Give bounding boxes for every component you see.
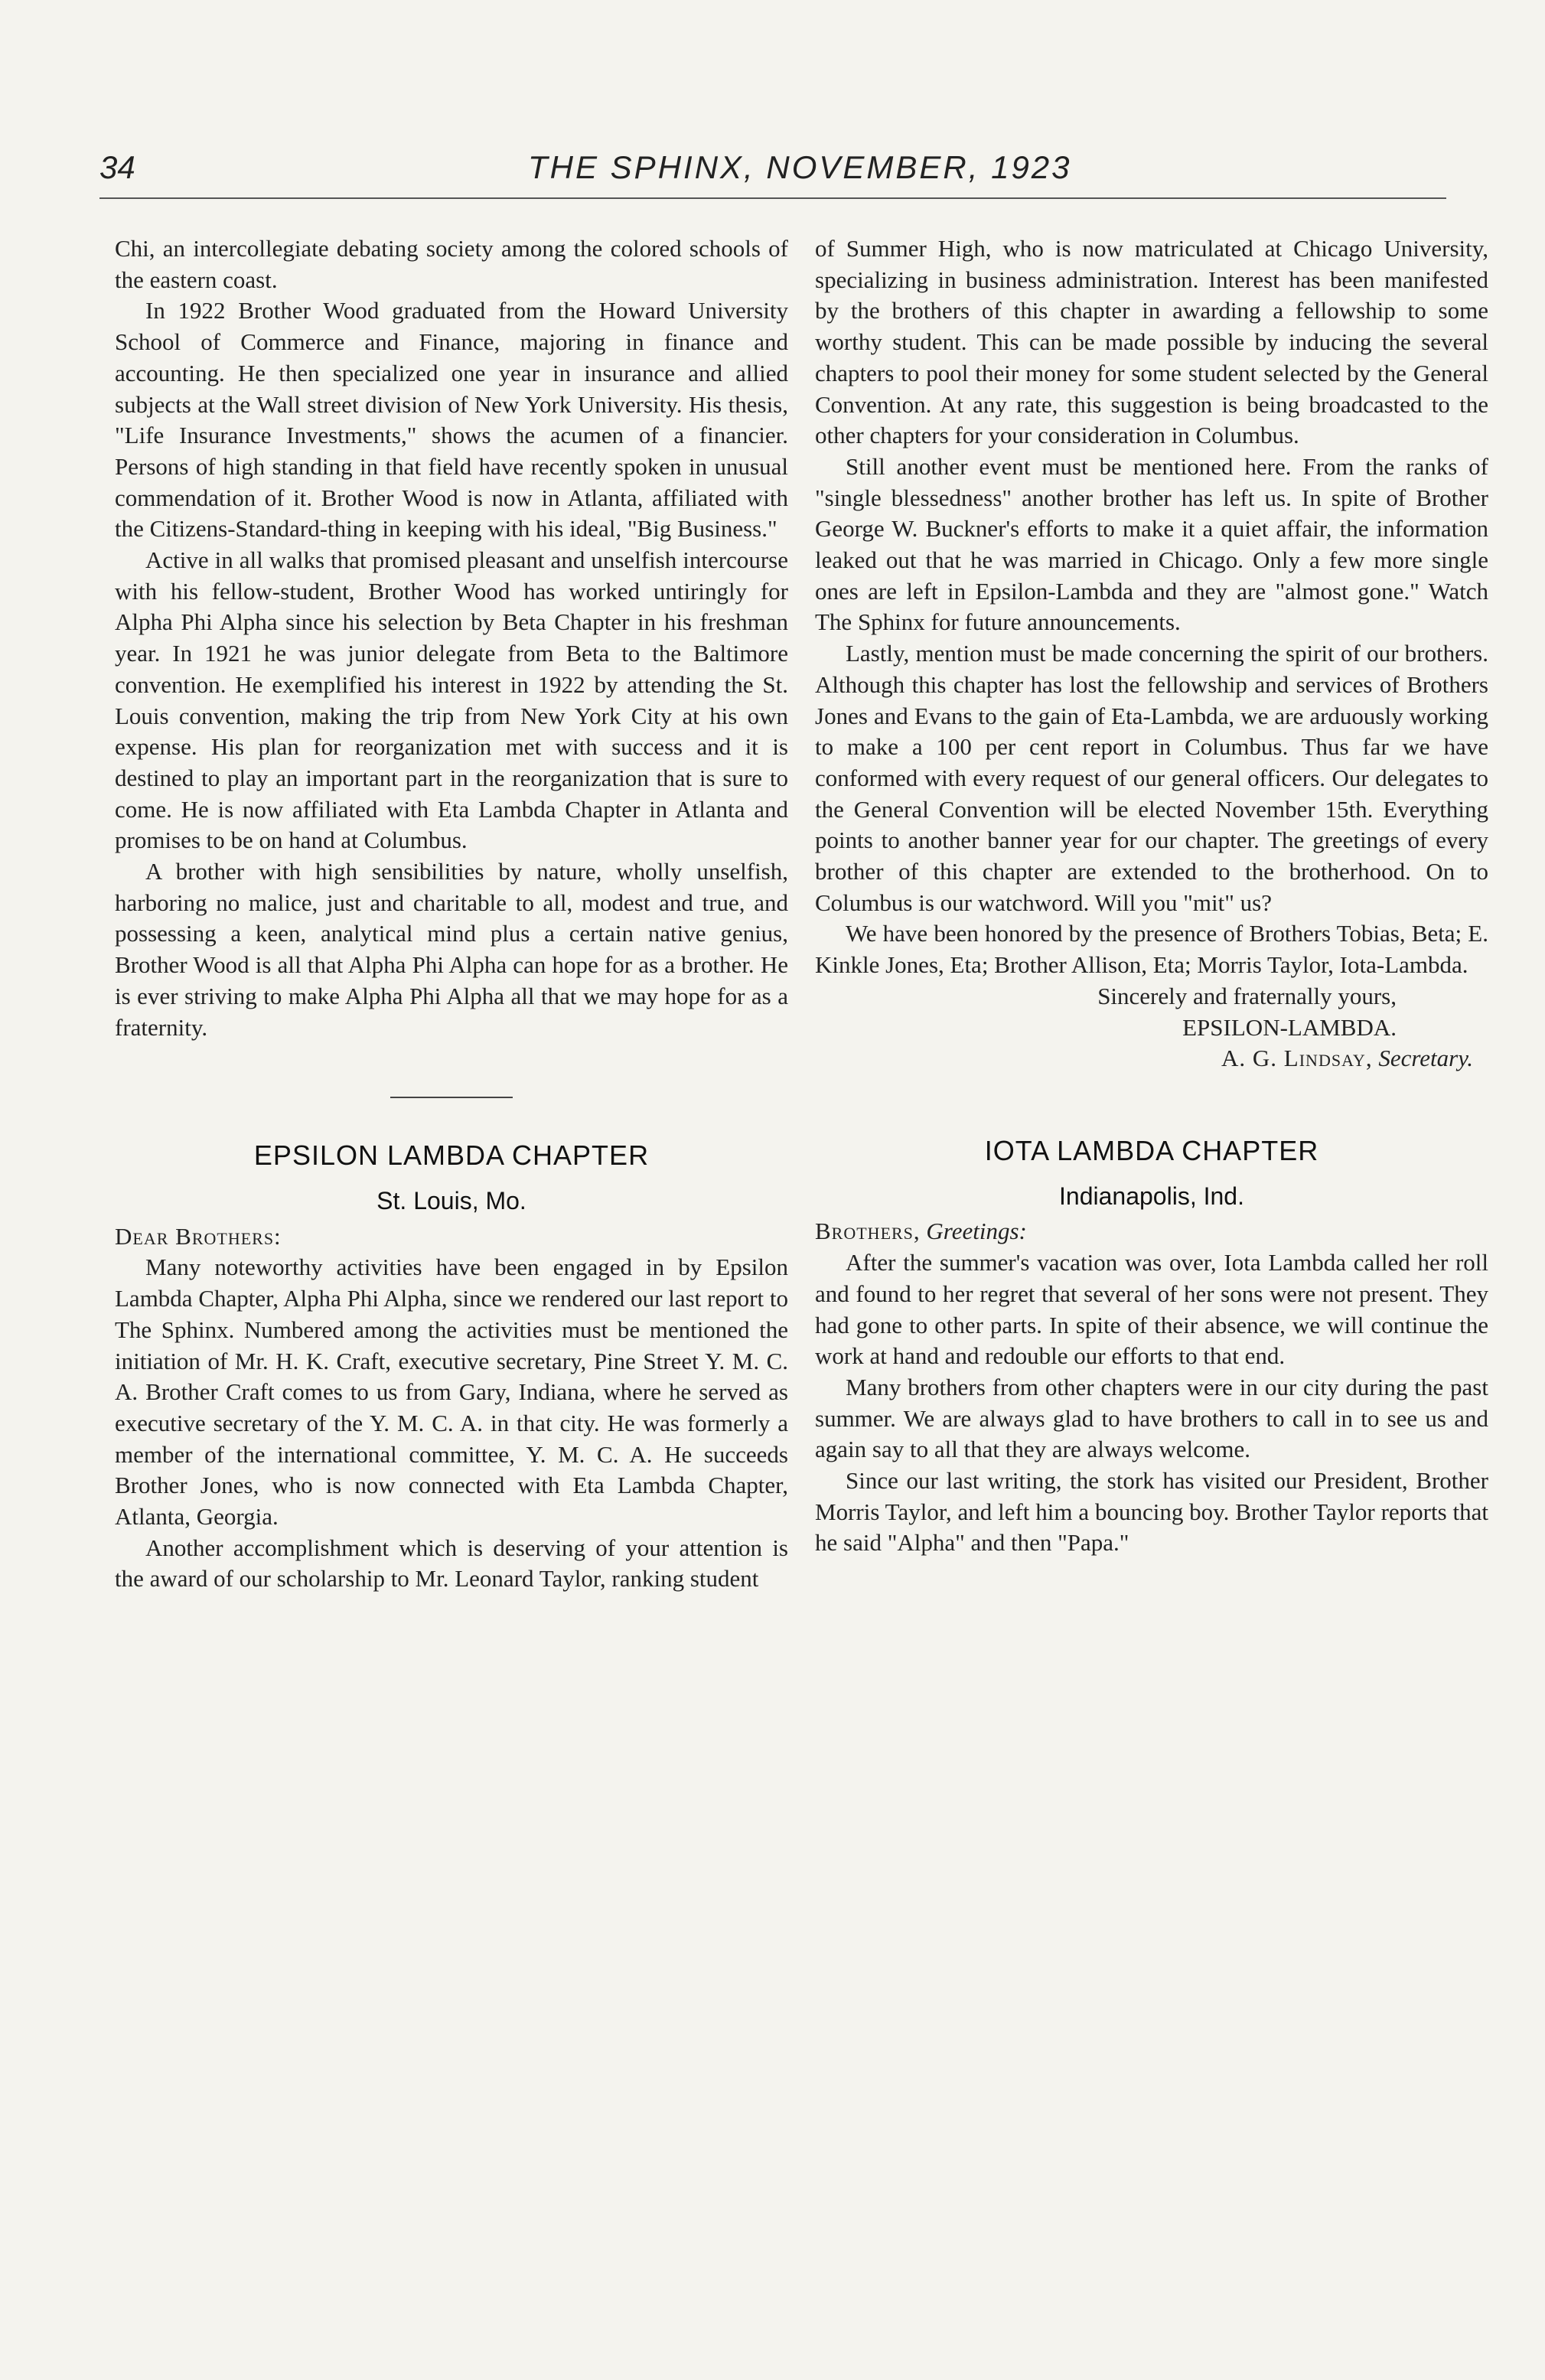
page-number: 34 xyxy=(99,149,135,185)
right-column xyxy=(815,233,1488,1559)
paragraph: Many noteworthy activities have been engaged in by Epsilon Lambda Chapter, Alpha Phi Alpha, since we rendered our last report to The Sphinx. Numbered among the activities must be mentioned the initiation of Mr. H. K. Craft, executive secretary, Pine Street Y. M. C. A. Brother Craft comes to us from Gary, Indiana, where he served as executive secretary of the Y. M. C. A. in that city. He was formerly a member of the international committee, Y. M. C. A. He succeeds Brother Jones, who is now connected with Eta Lambda Chapter, Atlanta, Georgia. xyxy=(115,1254,788,1531)
paragraph: A brother with high sensibilities by nature, wholly unselfish, harboring no malice, just and charitable to all, modest and true, and possessing a keen, analytical mind plus a certain native genius, Brother Wood is all that Alpha Phi Alpha can hope for as a brother. He is ever striving to make Alpha Phi Alpha all that we may hope for as a fraternity. xyxy=(115,858,788,1041)
salutation-a: Brothers, xyxy=(815,1218,921,1245)
paragraph: After the summer's vacation was over, Iota Lambda called her roll and found to her regret that several of her sons were not present. They had gone to other parts. In spite of their absence, we will continue the work at hand and redouble our efforts to that end. xyxy=(815,1249,1488,1370)
section-divider xyxy=(390,1097,513,1098)
chapter-city: St. Louis, Mo. xyxy=(376,1186,526,1214)
paragraph: Active in all walks that promised pleasant and unselfish intercourse with his fellow-student, Brother Wood has worked untiringly for Alpha Phi Alpha since his selection by Beta Chapter in his freshman year. In 1921 he was junior delegate from Beta to the Baltimore convention. He exemplified his interest in 1922 by attending the St. Louis convention, making the trip from New York City at his own expense. His plan for reorganization met with success and it is destined to play an important part in the reorganization that is sure to come. He is now affiliated with Eta Lambda Chapter in Atlanta and promises to be on hand at Columbus. xyxy=(115,546,788,854)
paragraph: Since our last writing, the stork has visited our President, Brother Morris Taylor, and left him a bouncing boy. Brother Taylor reports that he said "Alpha" and then "Papa." xyxy=(815,1467,1488,1557)
paragraph: Many brothers from other chapters were in our city during the past summer. We are always glad to have brothers to call in to see us and again say to all that they are always welcome. xyxy=(815,1373,1488,1463)
salutation: Dear Brothers: xyxy=(115,1222,282,1250)
signoff-name: A. G. Lindsay, xyxy=(1221,1045,1373,1072)
paragraph: We have been honored by the presence of Brothers Tobias, Beta; E. Kinkle Jones, Eta; Brother Allison, Eta; Morris Taylor, Iota-Lambda. xyxy=(815,920,1488,979)
page-header xyxy=(99,149,1446,195)
running-title: THE SPHINX, NOVEMBER, 1923 xyxy=(528,149,1072,185)
chapter-city: Indianapolis, Ind. xyxy=(1059,1182,1244,1210)
chapter-title: IOTA LAMBDA CHAPTER xyxy=(984,1134,1319,1166)
salutation xyxy=(815,1216,1488,1247)
spacer xyxy=(815,1074,1488,1136)
paragraph: Still another event must be mentioned here. From the ranks of "single blessedness" another brother has left us. In spite of Brother George W. Buckner's efforts to make it a quiet affair, the information leaked out that he was married in Chicago. Only a few more single ones are left in Epsilon-Lambda and they are "almost gone." Watch The Sphinx for future announcements. xyxy=(815,452,1488,636)
header-rule xyxy=(99,197,1446,199)
signoff-role: Secretary. xyxy=(1378,1045,1473,1072)
signoff-signature xyxy=(815,1043,1488,1074)
paragraph: Lastly, mention must be made concerning the spirit of our brothers. Although this chapter has lost the fellowship and services of Brothers Jones and Evans to the gain of Eta-Lambda, we are arduously working to make a 100 per cent report in Columbus. Thus far we have conformed with every request of our general officers. Our delegates to the General Convention will be elected November 15th. Everything points to another banner year for our chapter. The greetings of every brother of this chapter are extended to the brotherhood. On to Columbus is our watchword. Will you "mit" us? xyxy=(815,640,1488,916)
paragraph: In 1922 Brother Wood graduated from the Howard University School of Commerce and Finance, majoring in finance and accounting. He then specialized one year in insurance and allied subjects at the Wall street division of New York University. His thesis, "Life Insurance Investments," shows the acumen of a financier. Persons of high standing in that field have recently spoken in unusual commendation of it. Brother Wood is now in Atlanta, affiliated with the Citizens-Standard-thing in keeping with his ideal, "Big Business." xyxy=(115,297,788,543)
chapter-title: EPSILON LAMBDA CHAPTER xyxy=(253,1139,650,1172)
paragraph: Chi, an intercollegiate debating society among the colored schools of the eastern coast. xyxy=(115,235,788,293)
salutation-b: Greetings: xyxy=(926,1218,1027,1245)
paragraph: of Summer High, who is now matriculated at Chicago University, specializing in business administration. Interest has been manifested by the brothers of this chapter in awarding a fellowship to some worthy student. This can be made possible by inducing the several chapters to pool their money for some student selected by the General Convention. At any rate, this suggestion is being broadcasted to the other chapters for your consideration in Columbus. xyxy=(815,235,1488,449)
signoff-chapter: EPSILON-LAMBDA. xyxy=(1182,1013,1397,1041)
left-column xyxy=(115,233,788,1595)
signoff-closing: Sincerely and fraternally yours, xyxy=(1097,982,1397,1009)
paragraph: Another accomplishment which is deserving of your attention is the award of our scholarship to Mr. Leonard Taylor, ranking student xyxy=(115,1534,788,1593)
